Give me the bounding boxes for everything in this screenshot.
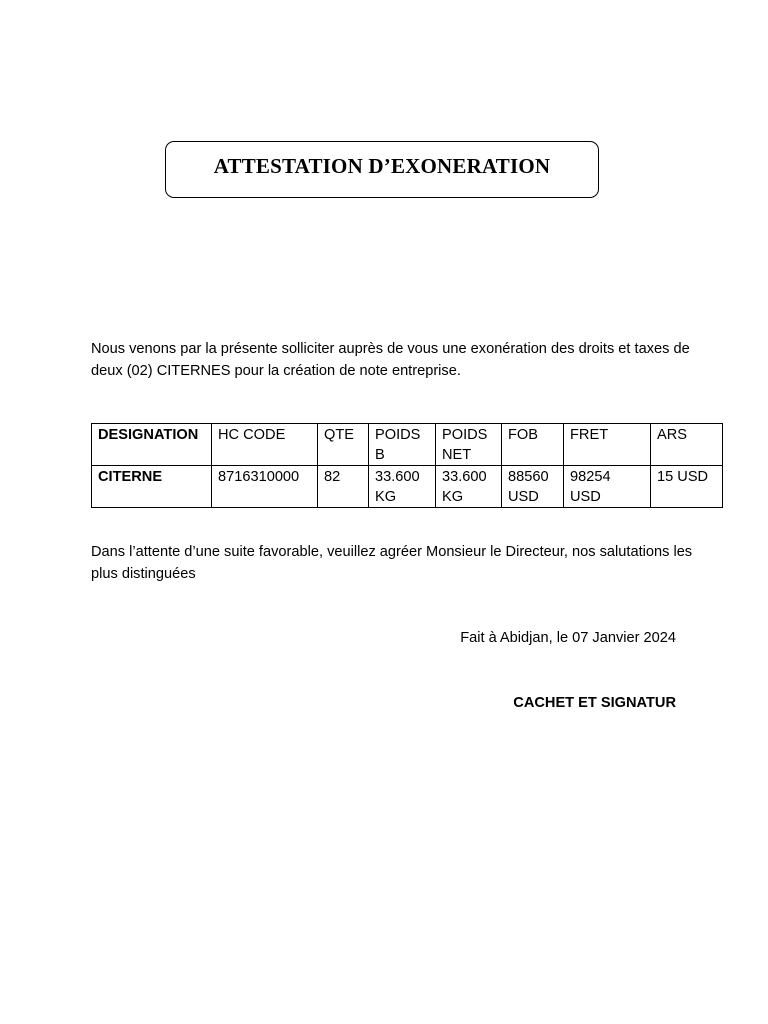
goods-table [91,423,723,508]
column-header: QTE [318,424,369,466]
table-cell: 33.600 KG [436,466,502,508]
signature-label: CACHET ET SIGNATUR [513,695,676,711]
table-cell: 8716310000 [212,466,318,508]
table-cell: 98254 USD [564,466,651,508]
table-cell: 82 [318,466,369,508]
table-cell: 33.600 KG [369,466,436,508]
table-header-row [92,424,723,466]
column-header: POIDS B [369,424,436,466]
table-row [92,466,723,508]
column-header: FOB [502,424,564,466]
table-cell: CITERNE [92,466,212,508]
column-header: HC CODE [212,424,318,466]
column-header: DESIGNATION [92,424,212,466]
closing-paragraph: Dans l’attente d’une suite favorable, veuillez agréer Monsieur le Directeur, nos salutations les plus distinguées [91,544,693,582]
table-cell: 88560 USD [502,466,564,508]
title-box [165,141,599,198]
intro-paragraph: Nous venons par la présente solliciter auprès de vous une exonération des droits et taxes de deux (02) CITERNES pour la création de note entreprise. [91,341,690,379]
column-header: FRET [564,424,651,466]
date-place-line: Fait à Abidjan, le 07 Janvier 2024 [460,630,676,646]
document-title: ATTESTATION D’EXONERATION [213,154,551,178]
column-header: ARS [651,424,723,466]
table-cell: 15 USD [651,466,723,508]
column-header: POIDS NET [436,424,502,466]
